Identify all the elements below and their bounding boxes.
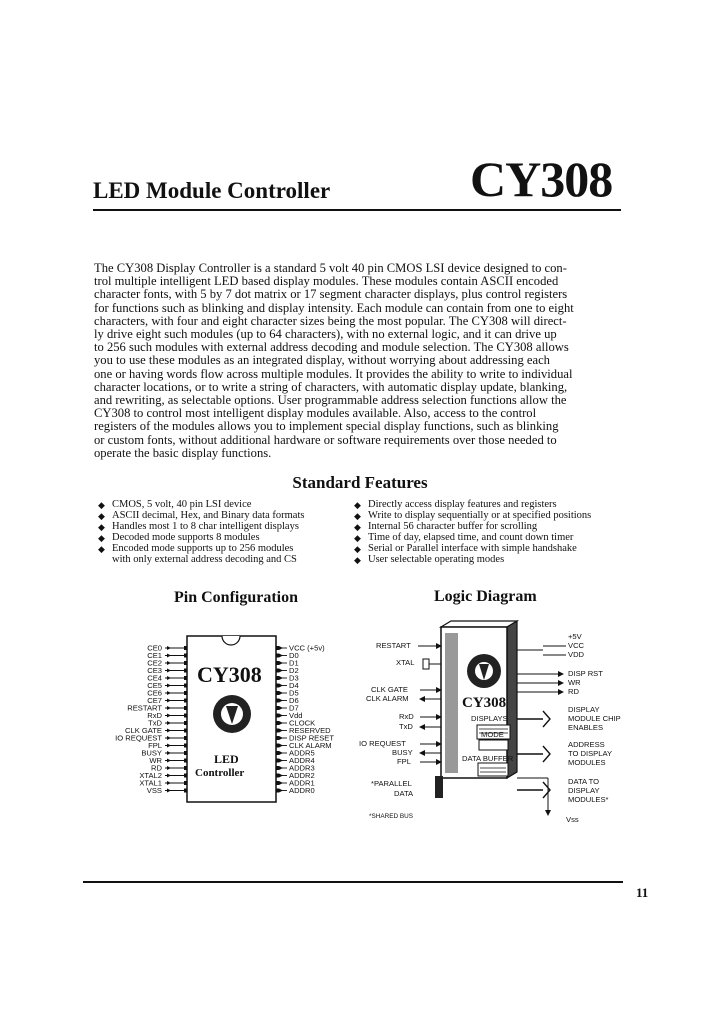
pin-arrow-icon — [167, 759, 171, 763]
pin-label-left: CE6 — [147, 688, 162, 698]
logic-buffer-label: DATA BUFFER — [462, 754, 514, 763]
logic-label-to-display: TO DISPLAY — [568, 749, 613, 758]
pin-arrow-icon — [167, 729, 171, 733]
pin-label-right: DISP RESET — [289, 733, 335, 743]
pin-arrow-icon — [279, 661, 283, 665]
intro-line: or custom fonts, without additional hardware or software requirements over those needed to — [94, 432, 557, 447]
pin-arrow-icon — [279, 736, 283, 740]
logic-label-rxd: RxD — [399, 712, 414, 721]
feature-text: Directly access display features and registers — [368, 499, 557, 510]
bullet-diamond-icon: ◆ — [98, 532, 105, 543]
document-title: LED Module Controller — [93, 178, 331, 203]
pin-arrow-icon — [279, 676, 283, 680]
pin-arrow-icon — [167, 661, 171, 665]
pin-arrow-icon — [279, 646, 283, 650]
pin-label-right: VCC (+5v) — [289, 643, 325, 653]
pin-nub — [184, 706, 187, 710]
pin-arrow-icon — [279, 714, 283, 718]
feature-text: Write to display sequentially or at specified positions — [368, 509, 592, 521]
logic-label-restart: RESTART — [376, 641, 411, 650]
logic-label-vss: Vss — [566, 815, 579, 824]
pin-label-left: RxD — [147, 711, 162, 720]
feature-text: Handles most 1 to 8 char intelligent displays — [112, 520, 299, 532]
intro-line: for functions such as blinking and display intensity. Each module can contain from one to eight — [94, 300, 574, 315]
pin-label-left: CE4 — [147, 673, 162, 683]
pin-nub — [184, 669, 187, 673]
pin-arrow-icon — [167, 766, 171, 770]
feature-text: Internal 56 character buffer for scrolling — [368, 520, 538, 532]
pin-nub — [184, 751, 187, 755]
intro-line: registers of the modules allows you to implement special display functions, such as blinking — [94, 419, 559, 434]
pin-arrow-icon — [279, 721, 283, 725]
logic-xtal-crystal-icon — [423, 659, 429, 669]
pin-label-right: CLK ALARM — [289, 741, 332, 750]
pin-nub — [276, 736, 279, 740]
pin-nub — [276, 781, 279, 785]
intro-line: operate the basic display functions. — [94, 445, 272, 460]
pin-arrow-icon — [167, 789, 171, 793]
pin-label-right: RESERVED — [289, 726, 331, 735]
bullet-diamond-icon: ◆ — [354, 543, 361, 554]
bullet-diamond-icon: ◆ — [98, 510, 105, 521]
pin-label-right: D4 — [289, 681, 299, 690]
pin-nub — [184, 646, 187, 650]
intro-line: trol multiple intelligent LED based display modules. These modules contain ASCII encoded — [94, 274, 559, 289]
intro-line: The CY308 Display Controller is a standard 5 volt 40 pin CMOS LSI device designed to con- — [94, 261, 567, 275]
pin-nub — [184, 774, 187, 778]
logic-data-bus-arrow — [517, 782, 550, 798]
pin-nub — [184, 714, 187, 718]
pin-arrow-icon — [167, 706, 171, 710]
logic-label-io-request: IO REQUEST — [359, 739, 406, 748]
pin-arrow-icon — [167, 751, 171, 755]
pin-arrow-icon — [279, 699, 283, 703]
logic-label-module-chip: MODULE CHIP — [568, 714, 621, 723]
pin-label-left: FPL — [148, 741, 162, 750]
pin-label-right: ADDR2 — [289, 771, 315, 780]
logic-label-disp-rst: DISP RST — [568, 669, 603, 678]
logic-mode-label: MODE — [481, 730, 504, 739]
pin-nub — [276, 721, 279, 725]
logic-label-clk-alarm: CLK ALARM — [366, 694, 409, 703]
pin-arrow-icon — [279, 774, 283, 778]
intro-line: CY308 to control most intelligent display modules available. Also, access to the control — [94, 406, 537, 421]
pin-arrow-icon — [279, 766, 283, 770]
pin-arrow-icon — [167, 669, 171, 673]
pin-nub — [276, 661, 279, 665]
footer-rule — [83, 881, 623, 883]
logic-label-enables: ENABLES — [568, 723, 604, 732]
bullet-diamond-icon: ◆ — [98, 543, 105, 554]
pin-label-right: ADDR1 — [289, 778, 315, 788]
intro-line: to 256 such modules with external address decoding and module selection. The CY308 allows — [94, 340, 569, 355]
feature-text: Decoded mode supports 8 modules — [112, 531, 260, 543]
pin-arrow-icon — [279, 706, 283, 710]
pin-label-right: Vdd — [289, 711, 303, 720]
logic-label-data: DATA — [394, 789, 414, 798]
intro-line: and rewriting, as selectable options. User programmable address selection functions allow the — [94, 393, 567, 408]
pin-nub — [276, 684, 279, 688]
pin-label-right: D6 — [289, 696, 299, 705]
logic-label-rd: RD — [568, 687, 579, 696]
logic-label-modules-star: MODULES* — [568, 795, 609, 804]
pin-label-right: D7 — [289, 703, 299, 713]
pin-nub — [184, 661, 187, 665]
pin-arrow-icon — [279, 781, 283, 785]
logic-mode-box — [479, 740, 508, 750]
bullet-diamond-icon: ◆ — [354, 500, 361, 510]
pin-arrow-icon — [167, 676, 171, 680]
pin-nub — [184, 721, 187, 725]
pin-nub — [276, 706, 279, 710]
logic-label-vdd: VDD — [568, 650, 585, 659]
logic-label-fpl: FPL — [397, 757, 411, 766]
logic-diagram-heading: Logic Diagram — [434, 588, 537, 605]
logic-label-busy: BUSY — [392, 748, 413, 757]
pin-arrow-icon — [167, 721, 171, 725]
pin-arrow-icon — [167, 646, 171, 650]
feature-item-continuation: with only external address decoding and CS — [112, 553, 297, 565]
feature-text: User selectable operating modes — [368, 553, 505, 565]
pin-nub — [184, 766, 187, 770]
logic-label-data-to: DATA TO — [568, 777, 600, 786]
logic-label-display-2: DISPLAY — [568, 786, 600, 795]
pin-arrow-icon — [167, 736, 171, 740]
pin-label-right: ADDR4 — [289, 756, 315, 765]
pin-label-left: WR — [149, 756, 162, 765]
logic-label-plus5v: +5V — [568, 632, 582, 641]
logic-chip-label: CY308 — [462, 695, 507, 711]
pin-nub — [276, 669, 279, 673]
bullet-diamond-icon: ◆ — [354, 510, 361, 521]
logic-footnote-shared-bus: *SHARED BUS — [369, 813, 414, 820]
logic-label-parallel: *PARALLEL — [371, 779, 412, 788]
pin-label-left: BUSY — [141, 748, 162, 758]
pin-label-left: CE7 — [147, 696, 162, 705]
pin-arrow-icon — [279, 654, 283, 658]
pin-nub — [276, 759, 279, 763]
pin-nub — [276, 751, 279, 755]
pin-nub — [276, 691, 279, 695]
logic-address-bus-arrow — [517, 746, 550, 762]
pin-label-right: D2 — [289, 666, 299, 675]
pin-nub — [184, 691, 187, 695]
page-number: 11 — [636, 885, 649, 900]
feature-text: Time of day, elapsed time, and count down timer — [368, 531, 574, 543]
pin-nub — [184, 684, 187, 688]
pin-arrow-icon — [167, 774, 171, 778]
pin-arrow-icon — [279, 759, 283, 763]
pin-arrow-icon — [279, 669, 283, 673]
logic-buffer-box — [478, 763, 508, 776]
intro-line: one or having words flow across multiple modules. It provides the ability to write to individual — [94, 366, 573, 381]
pin-arrow-icon — [167, 699, 171, 703]
pin-nub — [184, 781, 187, 785]
pin-label-right: ADDR0 — [289, 786, 315, 795]
pin-arrow-icon — [279, 684, 283, 688]
pin-label-left: CE0 — [147, 643, 162, 653]
pin-label-left: CE1 — [147, 651, 162, 660]
feature-text: Encoded mode supports up to 256 modules — [112, 542, 294, 554]
pin-arrow-icon — [279, 744, 283, 748]
logic-label-address: ADDRESS — [568, 740, 605, 749]
pin-label-left: IO REQUEST — [115, 733, 162, 743]
pin-arrow-icon — [279, 729, 283, 733]
features-heading: Standard Features — [292, 473, 428, 492]
feature-text: ASCII decimal, Hex, and Binary data formats — [112, 509, 305, 521]
pin-nub — [276, 699, 279, 703]
pin-label-left: XTAL2 — [139, 771, 162, 780]
feature-text: CMOS, 5 volt, 40 pin LSI device — [112, 499, 252, 510]
bullet-diamond-icon: ◆ — [354, 532, 361, 543]
pin-nub — [184, 759, 187, 763]
logic-label-xtal: XTAL — [396, 658, 415, 667]
intro-line: ly drive eight such modules (up to 64 characters), with no external logic, and it can drive up — [94, 327, 557, 342]
pin-label-right: ADDR3 — [289, 763, 315, 773]
pin-label-left: CE5 — [147, 681, 162, 690]
pin-arrow-icon — [279, 691, 283, 695]
pin-nub — [184, 736, 187, 740]
pin-nub — [276, 676, 279, 680]
pin-nub — [184, 654, 187, 658]
pin-nub — [184, 676, 187, 680]
logic-label-txd: TxD — [399, 722, 413, 731]
pin-arrow-icon — [167, 691, 171, 695]
pin-chip-sub-controller: Controller — [195, 767, 245, 779]
pin-label-right: D1 — [289, 658, 299, 668]
pin-nub — [184, 744, 187, 748]
bullet-diamond-icon: ◆ — [98, 500, 105, 510]
logic-label-vcc: VCC — [568, 641, 585, 650]
logic-label-clk-gate: CLK GATE — [371, 685, 408, 694]
pin-label-left: XTAL1 — [139, 778, 162, 788]
pin-label-left: RD — [151, 763, 162, 773]
pin-label-left: RESTART — [127, 703, 162, 713]
pin-arrow-icon — [167, 744, 171, 748]
logic-label-wr: WR — [568, 678, 581, 687]
logic-label-modules: MODULES — [568, 758, 606, 767]
pin-nub — [276, 729, 279, 733]
pin-arrow-icon — [167, 654, 171, 658]
pin-label-right: ADDR5 — [289, 748, 315, 758]
pin-label-right: CLOCK — [289, 718, 316, 728]
pin-nub — [276, 646, 279, 650]
pin-nub — [276, 766, 279, 770]
pin-nub — [276, 714, 279, 718]
pin-label-left: VSS — [146, 786, 162, 795]
pin-arrow-icon — [167, 781, 171, 785]
bullet-diamond-icon: ◆ — [354, 521, 361, 532]
intro-line: characters, with four and eight character sizes being the most popular. The CY308 will direct- — [94, 313, 567, 328]
pin-label-right: D3 — [289, 673, 299, 683]
logic-parallel-bus-icon — [435, 776, 443, 798]
logic-chip-pin-strip — [445, 633, 458, 773]
pin-chip-sub-led: LED — [214, 752, 239, 766]
pin-config-heading: Pin Configuration — [174, 589, 299, 606]
bullet-diamond-icon: ◆ — [98, 521, 105, 532]
pin-nub — [276, 789, 279, 793]
pin-label-left: CLK GATE — [125, 726, 162, 735]
logic-label-display: DISPLAY — [568, 705, 600, 714]
feature-text: Serial or Parallel interface with simple handshake — [368, 542, 577, 554]
intro-line: character fonts, with 5 by 7 dot matrix or 17 segment character displays, plus control registers — [94, 287, 568, 302]
pin-arrow-icon — [167, 684, 171, 688]
pin-nub — [276, 744, 279, 748]
pin-nub — [276, 654, 279, 658]
pin-label-left: CE2 — [147, 658, 162, 668]
pin-label-right: D0 — [289, 651, 299, 660]
logic-chip-top-face — [441, 621, 517, 627]
intro-line: you to use these modules as an integrated display, without worrying about addressing each — [94, 353, 550, 368]
logic-displays-label: DISPLAYS — [471, 714, 508, 723]
logic-diagram — [359, 621, 621, 824]
part-number: CY308 — [470, 151, 613, 207]
pin-chip-label: CY308 — [197, 662, 262, 687]
pin-arrow-icon — [167, 714, 171, 718]
pin-nub — [184, 699, 187, 703]
pin-label-left: CE3 — [147, 666, 162, 675]
pin-nub — [184, 729, 187, 733]
pin-arrow-icon — [279, 751, 283, 755]
pin-label-right: D5 — [289, 688, 299, 698]
bullet-diamond-icon: ◆ — [354, 554, 361, 565]
pin-arrow-icon — [279, 789, 283, 793]
intro-line: character locations, or to write a string of characters, with automatic display update, blanking, — [94, 379, 568, 394]
logic-enables-bus-arrow — [517, 711, 550, 727]
pin-nub — [276, 774, 279, 778]
pin-nub — [184, 789, 187, 793]
pin-label-left: TxD — [148, 718, 162, 728]
